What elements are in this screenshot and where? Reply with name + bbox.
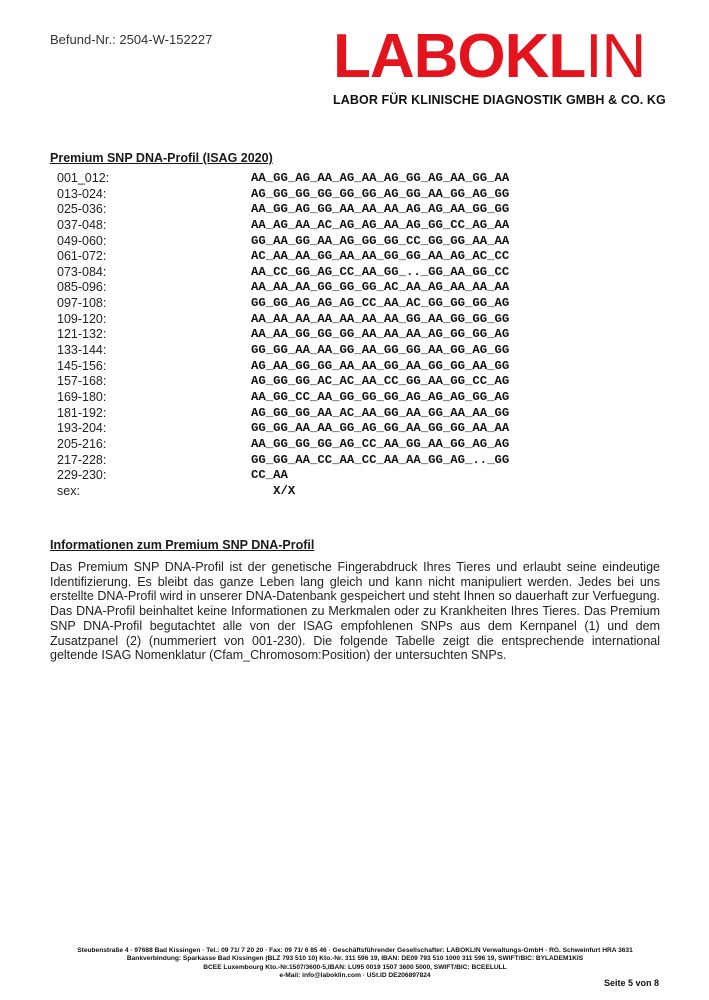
snp-genotype-values: AC_AA_AA_GG_AA_AA_GG_GG_AA_AG_AC_CC	[251, 249, 510, 264]
snp-genotype-values: AA_CC_GG_AG_CC_AA_GG_.._GG_AA_GG_CC	[251, 264, 510, 279]
snp-range-label: 229-230:	[57, 468, 107, 483]
snp-range-label: 061-072:	[57, 249, 107, 264]
snp-genotype-values: GG_AA_GG_AA_AG_GG_GG_CC_GG_GG_AA_AA	[251, 233, 510, 248]
footer-bank-line: Bankverbindung: Sparkasse Bad Kissingen (BLZ 793 510 10) Kto.-Nr. 311 596 19, IBAN: DE09 793 510 1000 311 596 19, SWIFT/BIC: BYLADEM1KIS	[126, 955, 584, 963]
snp-range-label: 157-168:	[57, 374, 107, 389]
snp-genotype-values: AG_GG_GG_GG_GG_GG_AG_GG_AA_GG_AG_GG	[251, 186, 510, 201]
snp-range-label: 001_012:	[57, 171, 110, 185]
snp-genotype-values: AA_AA_AA_GG_GG_GG_AC_AA_AG_AA_AA_AA	[251, 280, 510, 295]
snp-genotype-values: AG_GG_GG_AC_AC_AA_CC_GG_AA_GG_CC_AG	[251, 374, 510, 389]
snp-range-label: 025-036:	[57, 202, 107, 217]
snp-range-label: 037-048:	[57, 217, 107, 232]
snp-genotype-values: AA_GG_GG_GG_AG_CC_AA_GG_AA_GG_AG_AG	[251, 436, 510, 451]
snp-genotype-values: AA_AA_GG_GG_GG_AA_AA_AA_AG_GG_GG_AG	[251, 327, 510, 342]
snp-genotype-values: AA_GG_AG_GG_AA_AA_AA_AG_AG_AA_GG_GG	[251, 202, 510, 217]
logo-wordmark	[333, 22, 646, 91]
snp-range-label: 097-108:	[57, 296, 107, 311]
snp-genotype-values: AA_GG_CC_AA_GG_GG_GG_AG_AG_AG_GG_AG	[251, 389, 510, 404]
snp-genotype-values: GG_GG_AA_CC_AA_CC_AA_AA_GG_AG_.._GG	[251, 452, 510, 467]
footer-bank-line-2: BCEE Luxembourg Kto.-Nr.1507/3600-5,IBAN: LU95 0019 1507 3600 5000, SWIFT/BIC: BCEELULL	[203, 963, 507, 971]
snp-genotype-values: GG_GG_AA_AA_GG_AA_GG_GG_AA_GG_AG_GG	[251, 343, 510, 358]
snp-genotype-values: GG_GG_AA_AA_GG_AG_GG_AA_GG_GG_AA_AA	[251, 421, 510, 436]
snp-range-label: 169-180:	[57, 389, 107, 404]
profile-title: Premium SNP DNA-Profil (ISAG 2020)	[50, 151, 273, 165]
page-number: Seite 5 von 8	[603, 978, 659, 988]
snp-range-label: 013-024:	[57, 186, 107, 201]
snp-range-label: 109-120:	[57, 311, 107, 326]
snp-range-label: 181-192:	[57, 405, 107, 420]
report-number: Befund-Nr.: 2504-W-152227	[50, 32, 213, 47]
snp-range-label: 049-060:	[57, 233, 107, 248]
snp-range-label: 085-096:	[57, 280, 107, 295]
page-footer	[50, 947, 660, 980]
logo-bold-part: LABOKL	[333, 22, 586, 91]
info-title: Informationen zum Premium SNP DNA-Profil	[50, 538, 315, 552]
laboklin-logo	[333, 22, 678, 114]
logo-subtitle: LABOR FÜR KLINISCHE DIAGNOSTIK GMBH & CO. KG	[333, 93, 666, 107]
snp-range-label: 205-216:	[57, 436, 107, 451]
footer-contact-line: e-Mail: info@laboklin.com · USt.ID DE206897824	[279, 971, 431, 979]
snp-range-label: 217-228:	[57, 452, 107, 467]
snp-genotype-values: AG_GG_GG_AA_AC_AA_GG_AA_GG_AA_AA_GG	[251, 405, 510, 420]
snp-genotype-values: AG_AA_GG_GG_AA_AA_GG_AA_GG_GG_AA_GG	[251, 358, 510, 373]
snp-range-label: 193-204:	[57, 421, 107, 436]
snp-range-label: 121-132:	[57, 327, 107, 342]
snp-genotype-values: GG_GG_AG_AG_AG_CC_AA_AC_GG_GG_GG_AG	[251, 296, 510, 311]
info-paragraph: Das Premium SNP DNA-Profil ist der genetische Fingerabdruck Ihres Tieres und erlaubt seine eindeutige Identifizierung. Es bleibt das ganze Leben lang gleich und kann nicht manipuliert werden. Jedes bei uns erstellte DNA-Profil wird in unserer DNA-Datenbank gespeichert und steht Ihnen so dauerhaft zur Verfuegung. Das DNA-Profil beinhaltet keine Informationen zu Merkmalen oder zu Krankheiten Ihres Tieres. Das Premium SNP DNA-Profil begutachtet alle von der ISAG empfohlenen SNPs aus dem Kernpanel (1) und dem Zusatzpanel (2) (nummeriert von 001-230). Die folgende Tabelle zeigt die entsprechende international geltende ISAG Nomenklatur (Cfam_Chromosom:Position) der untersuchten SNPs.	[50, 560, 660, 663]
snp-genotype-values: X/X	[251, 483, 296, 498]
snp-genotype-values: AA_GG_AG_AA_AG_AA_AG_GG_AG_AA_GG_AA	[251, 171, 510, 185]
snp-genotype-values: AA_AA_AA_AA_AA_AA_AA_GG_AA_GG_GG_GG	[251, 311, 510, 326]
snp-range-label: 073-084:	[57, 264, 107, 279]
snp-genotype-values: AA_AG_AA_AC_AG_AG_AA_AG_GG_CC_AG_AA	[251, 217, 510, 232]
logo-thin-part: IN	[585, 22, 646, 91]
snp-range-label: 145-156:	[57, 358, 107, 373]
snp-genotype-values: CC_AA	[251, 468, 288, 483]
footer-address-line: Steubenstraße 4 · 97688 Bad Kissingen · Tel.: 09 71/ 7 20 20 · Fax: 09 71/ 6 85 46 · Geschäftsführender Gesellschafter: LABOKLIN Verwaltungs-GmbH · RG. Schweinfurt HRA 3631	[77, 947, 633, 954]
snp-range-label: sex:	[57, 483, 80, 498]
snp-range-label: 133-144:	[57, 343, 107, 358]
